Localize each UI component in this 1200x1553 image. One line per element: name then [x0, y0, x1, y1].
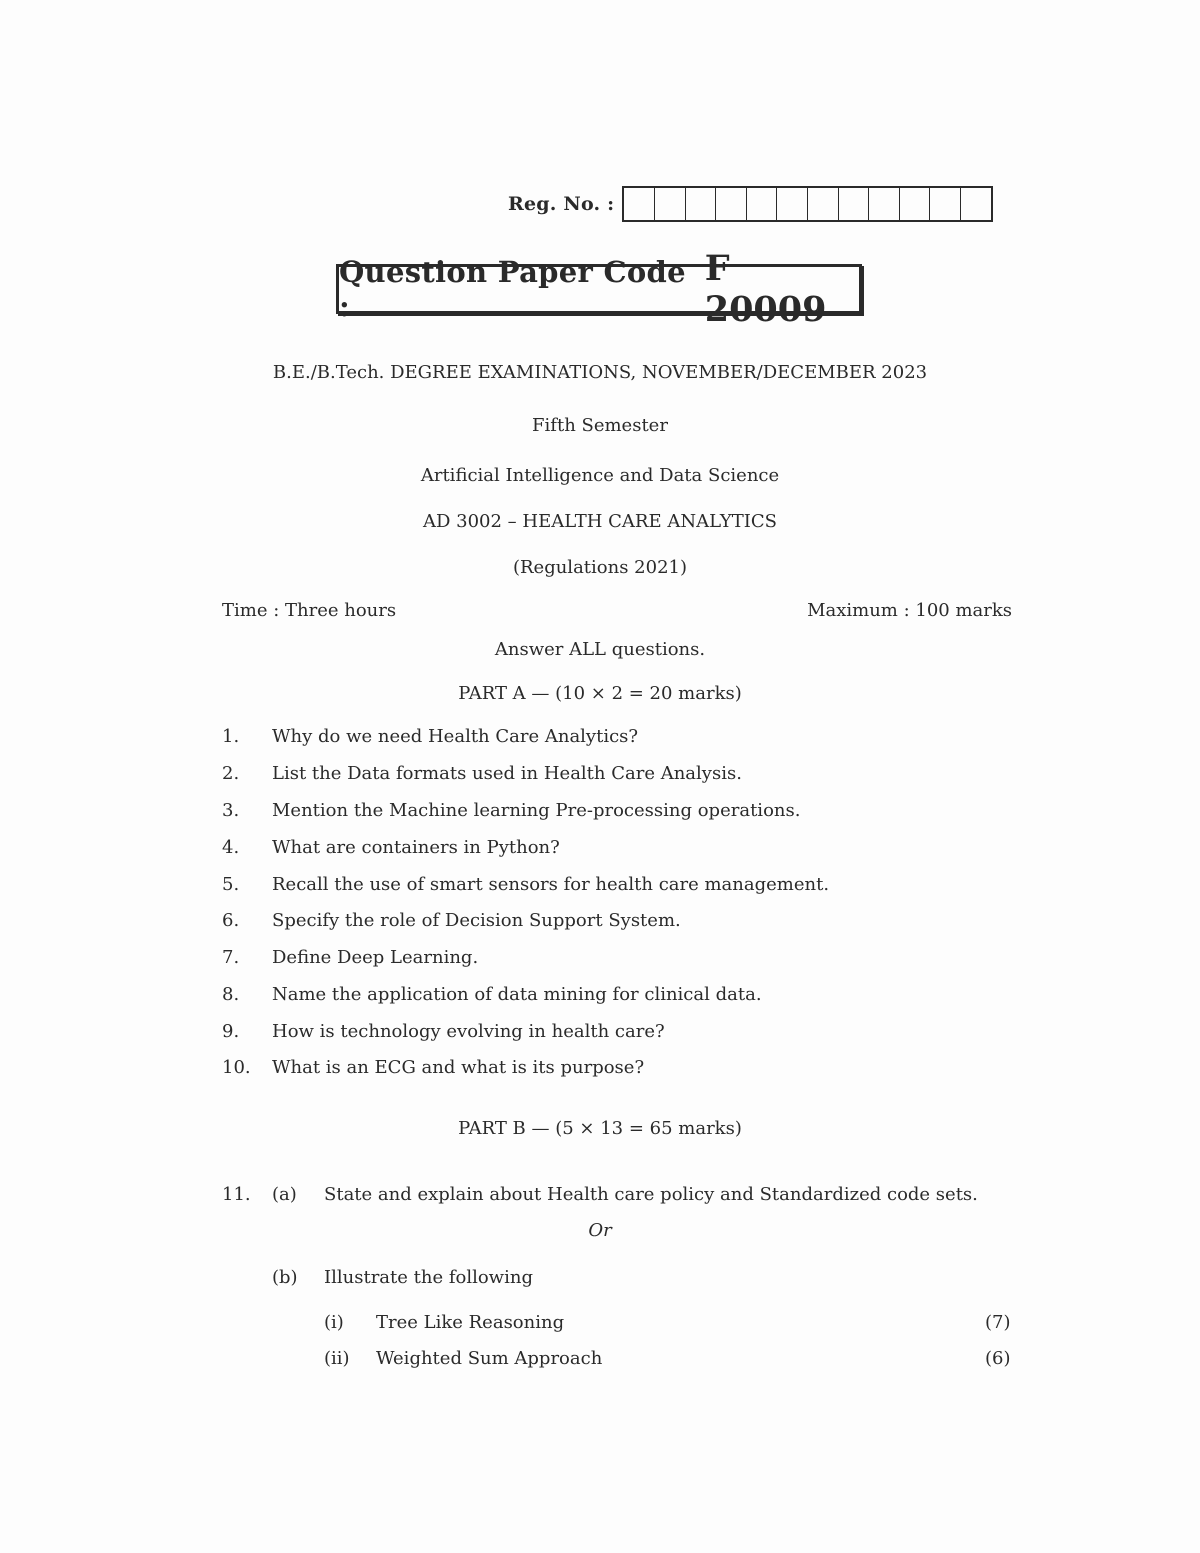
question-text: Recall the use of smart sensors for health care management. [272, 874, 830, 895]
question-text: Mention the Machine learning Pre-processing operations. [272, 800, 801, 821]
sub-question-label: (i) [324, 1312, 344, 1333]
exam-title: B.E./B.Tech. DEGREE EXAMINATIONS, NOVEMBER/DECEMBER 2023 [272, 362, 928, 383]
question-text: Specify the role of Decision Support System. [272, 910, 681, 931]
question-text: List the Data formats used in Health Care Analysis. [272, 763, 742, 784]
reg-no-box[interactable] [686, 188, 717, 220]
question-number: 2. [222, 763, 240, 784]
question-paper-code-box [336, 248, 862, 330]
semester: Fifth Semester [532, 415, 668, 436]
question-row [222, 874, 829, 895]
question-text: Illustrate the following [324, 1267, 533, 1288]
question-row [222, 984, 762, 1005]
question-text: State and explain about Health care policy and Standardized code sets. [324, 1184, 978, 1205]
part-a-heading: PART A — (10 × 2 = 20 marks) [458, 683, 742, 704]
question-11b-row [272, 1267, 533, 1288]
question-number: 11. [222, 1184, 251, 1205]
sub-question-text: Weighted Sum Approach [376, 1348, 603, 1369]
reg-no-boxes [622, 186, 993, 222]
sub-question-text: Tree Like Reasoning [376, 1312, 565, 1333]
question-text: Why do we need Health Care Analytics? [272, 726, 639, 747]
question-row [222, 726, 638, 747]
question-number: 5. [222, 874, 240, 895]
sub-question-marks: (7) [985, 1312, 1011, 1333]
question-number: 7. [222, 947, 240, 968]
sub-question-marks: (6) [985, 1348, 1011, 1369]
question-number: 3. [222, 800, 240, 821]
instruction: Answer ALL questions. [494, 639, 706, 660]
question-row [222, 837, 560, 858]
reg-no-box[interactable] [716, 188, 747, 220]
question-text: What are containers in Python? [272, 837, 560, 858]
part-b-heading: PART B — (5 × 13 = 65 marks) [458, 1118, 742, 1139]
question-text: Define Deep Learning. [272, 947, 479, 968]
question-11a-row [222, 1184, 978, 1205]
question-number: 4. [222, 837, 240, 858]
question-number: 6. [222, 910, 240, 931]
question-row [222, 800, 800, 821]
reg-no-row [508, 186, 993, 222]
question-row [222, 1057, 644, 1078]
regulations: (Regulations 2021) [512, 557, 688, 578]
sub-question-row [324, 1348, 602, 1369]
or-separator: Or [588, 1220, 612, 1241]
question-row [222, 763, 742, 784]
option-label: (b) [272, 1267, 298, 1288]
question-text: How is technology evolving in health care? [272, 1021, 665, 1042]
question-number: 1. [222, 726, 240, 747]
reg-no-box[interactable] [869, 188, 900, 220]
department: Artificial Intelligence and Data Science [420, 465, 780, 486]
option-label: (a) [272, 1184, 297, 1205]
question-row [222, 1021, 665, 1042]
reg-no-box[interactable] [624, 188, 655, 220]
time-label: Time : Three hours [222, 600, 397, 621]
course-title: AD 3002 – HEALTH CARE ANALYTICS [423, 511, 777, 532]
sub-question-label: (ii) [324, 1348, 350, 1369]
max-marks-label: Maximum : 100 marks [807, 600, 1012, 621]
question-number: 9. [222, 1021, 240, 1042]
reg-no-box[interactable] [961, 188, 992, 220]
reg-no-box[interactable] [655, 188, 686, 220]
question-number: 10. [222, 1057, 251, 1078]
question-row [222, 947, 478, 968]
reg-no-label: Reg. No. : [508, 193, 615, 215]
question-text: What is an ECG and what is its purpose? [272, 1057, 645, 1078]
question-number: 8. [222, 984, 240, 1005]
reg-no-box[interactable] [839, 188, 870, 220]
reg-no-box[interactable] [808, 188, 839, 220]
question-paper-code: F 20009 [704, 248, 827, 330]
reg-no-box[interactable] [747, 188, 778, 220]
reg-no-box[interactable] [900, 188, 931, 220]
reg-no-box[interactable] [777, 188, 808, 220]
question-text: Name the application of data mining for clinical data. [272, 984, 762, 1005]
question-row [222, 910, 681, 931]
question-paper-code-label: Question Paper Code : [339, 255, 686, 323]
reg-no-box[interactable] [930, 188, 961, 220]
sub-question-row [324, 1312, 564, 1333]
